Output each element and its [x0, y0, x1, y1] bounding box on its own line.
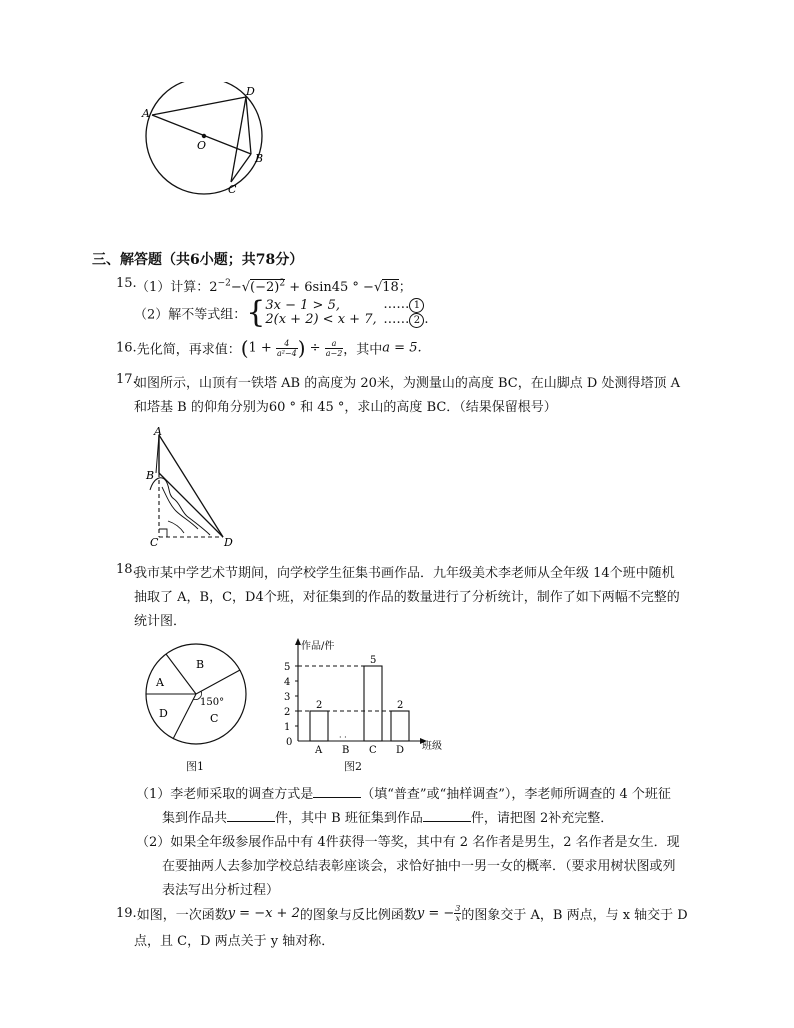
- segment-dc: [231, 97, 246, 182]
- mountain-figure: [140, 425, 240, 547]
- bar-value-label: 5: [370, 655, 377, 666]
- q16-frac2: $\frac{a}{a-2}$: [325, 338, 343, 358]
- q15-part1-end: ；: [398, 280, 412, 295]
- q18-sub2-line1: （2）如果全年级参展作品中有 4件获得一等奖，其中有 2 名作者是男生，2 名作者是女生．现: [136, 835, 680, 850]
- answer-blank[interactable]: [313, 785, 361, 798]
- bar-a: [310, 711, 328, 741]
- y-tick-label: 0: [286, 737, 293, 748]
- left-paren-icon: (: [240, 336, 249, 360]
- pie-label-b: B: [196, 658, 205, 671]
- q15-expr-b: −: [230, 280, 242, 295]
- y-tick-label: 3: [284, 692, 291, 703]
- bar-value-label: 2: [316, 700, 323, 711]
- q19-line1: 19.如图，一次函数y = −x + 2的图象与反比例函数y = − $\frac{3}{x}$ 的图象交于 A，B 两点，与 x 轴交于 D: [116, 904, 688, 923]
- q18-line2: 抽取了 A，B，C，D4个班，对征集到的作品的数量进行了分析统计，制作了如下两幅不完整的: [134, 590, 680, 605]
- x-tick-label: B: [342, 745, 350, 753]
- label-d: D: [246, 85, 255, 98]
- q16-text-c: a = 5.: [382, 340, 422, 356]
- pie-chart: [140, 642, 260, 760]
- right-angle-mark: [159, 529, 167, 537]
- label-b: B: [146, 469, 155, 482]
- x-tick-label: C: [369, 745, 377, 753]
- section-title: 三、解答题（共6小题；共78分）: [92, 252, 304, 268]
- pie-divider-4: [173, 694, 196, 739]
- label-d: D: [224, 536, 233, 547]
- mountain-inner-2: [168, 521, 184, 533]
- q18-sub1-line2: 集到作品共 件，其中 B 班征集到作品 件，请把图 2补充完整．: [162, 811, 614, 826]
- q15-number: 15.: [116, 276, 137, 291]
- q18-line1: 我市某中学艺术节期间，向学校学生征集书画作品．九年级美术李老师从全年级 14个班中随机: [134, 566, 675, 581]
- q15-mark1-row: …… 1: [383, 298, 428, 313]
- q17-line1: 如图所示，山顶有一铁塔 AB 的高度为 20米，为测量山的高度 BC，在山脚点 D 处测得塔顶 A: [134, 376, 680, 391]
- q16-text-b: ，其中: [343, 342, 383, 358]
- bar-value-label: 2: [397, 700, 404, 711]
- q15-ineq1: 3x − 1 > 5,: [265, 298, 340, 313]
- q18-line3: 统计图．: [134, 614, 187, 629]
- q17-line2: 和塔基 B 的仰角分别为60 ° 和 45 °，求山的高度 BC．（结果保留根号）: [134, 400, 557, 415]
- right-paren-icon: ): [297, 336, 306, 360]
- q19-frac: $\frac{3}{x}$: [455, 904, 461, 923]
- pie-divider-2: [196, 670, 240, 694]
- y-tick-label: 5: [284, 662, 291, 673]
- pie-label-d: D: [159, 707, 168, 720]
- q15-expr-a: 2: [209, 280, 218, 295]
- bar-chart: [282, 637, 454, 753]
- q15-part2-prefix: （2）解不等式组：: [134, 307, 247, 323]
- fig2-caption: 图2: [344, 760, 362, 773]
- segment-ad: [152, 97, 246, 115]
- label-a: A: [154, 425, 162, 438]
- circled-number-1: 1: [409, 298, 424, 313]
- circle-figure: [140, 82, 276, 200]
- q18-sub2-line3: 表法写出分析过程）: [162, 883, 280, 898]
- x-tick-label: D: [396, 745, 405, 753]
- q17-number: 17.: [116, 372, 137, 387]
- center-point: [202, 134, 206, 138]
- fig1-caption: 图1: [186, 760, 204, 773]
- sqrt-sign-icon: √: [373, 280, 383, 295]
- line-bd: [159, 473, 223, 537]
- pie-divider-1: [166, 654, 196, 694]
- label-c: C: [150, 536, 159, 547]
- q18-sub1-line1: （1）李老师采取的调查方式是 （填“普查”或“抽样调查”），李老师所调查的 4 个班征: [136, 787, 671, 802]
- y-tick-label: 1: [284, 722, 291, 733]
- q15-mark2-row: …… 2 .: [383, 312, 429, 327]
- q15-expr-e: 18: [382, 280, 399, 295]
- y-tick-label: 4: [284, 677, 291, 688]
- circled-number-2: 2: [409, 313, 424, 328]
- label-b: B: [255, 152, 264, 165]
- mountain-outline: [150, 478, 210, 535]
- y-tick-label: 2: [284, 707, 291, 718]
- q15-part2: [134, 295, 429, 330]
- q16-frac1: $\frac{4}{\text{a²−4}}$: [276, 338, 297, 358]
- q15-expr-a-sup: −2: [217, 278, 231, 289]
- q15-part1-prefix: （1）计算：: [136, 280, 210, 295]
- pie-angle-label: 150°: [200, 697, 225, 708]
- bar-c: [364, 666, 382, 741]
- segment-db: [246, 97, 251, 154]
- q15-expr-c: $(-2)^2$: [250, 278, 286, 295]
- pie-label-a: A: [156, 676, 164, 689]
- x-tick-label: A: [315, 745, 323, 753]
- q15-expr-d: + 6sin45 ° −: [289, 280, 374, 295]
- label-a: A: [142, 107, 150, 120]
- x-axis-title: 班级: [422, 741, 442, 752]
- answer-blank[interactable]: [423, 809, 471, 822]
- q18-sub2-line2: 在要抽两人去参加学校总结表彰座谈会，求恰好抽中一男一女的概率．（要求用树状图或列: [162, 859, 676, 874]
- q16-text-a: 先化简，再求值：: [136, 342, 241, 358]
- q15-ineq2: 2(x + 2) < x + 7,: [265, 312, 377, 327]
- bar-d: [391, 711, 409, 741]
- q16: 16.先化简，再求值：(1 + $\frac{4}{\text{a²−4}}$ ) ÷ $\frac{a}{a-2}$ ，其中a = 5.: [116, 336, 422, 360]
- pie-label-c: C: [210, 712, 219, 725]
- label-c: C: [228, 183, 237, 196]
- missing-bar-marker: · ·: [339, 733, 347, 742]
- brace-icon: {: [246, 295, 266, 330]
- q16-number: 16.: [116, 340, 137, 356]
- q15-part1: [136, 276, 412, 295]
- y-axis-title: 作品/件: [301, 641, 335, 652]
- q19-line2: 点，且 C，D 两点关于 y 轴对称．: [134, 934, 335, 949]
- label-o: O: [197, 139, 207, 152]
- sqrt-sign-icon: √: [241, 280, 251, 295]
- q18-number: 18.: [116, 562, 137, 577]
- answer-blank[interactable]: [227, 809, 275, 822]
